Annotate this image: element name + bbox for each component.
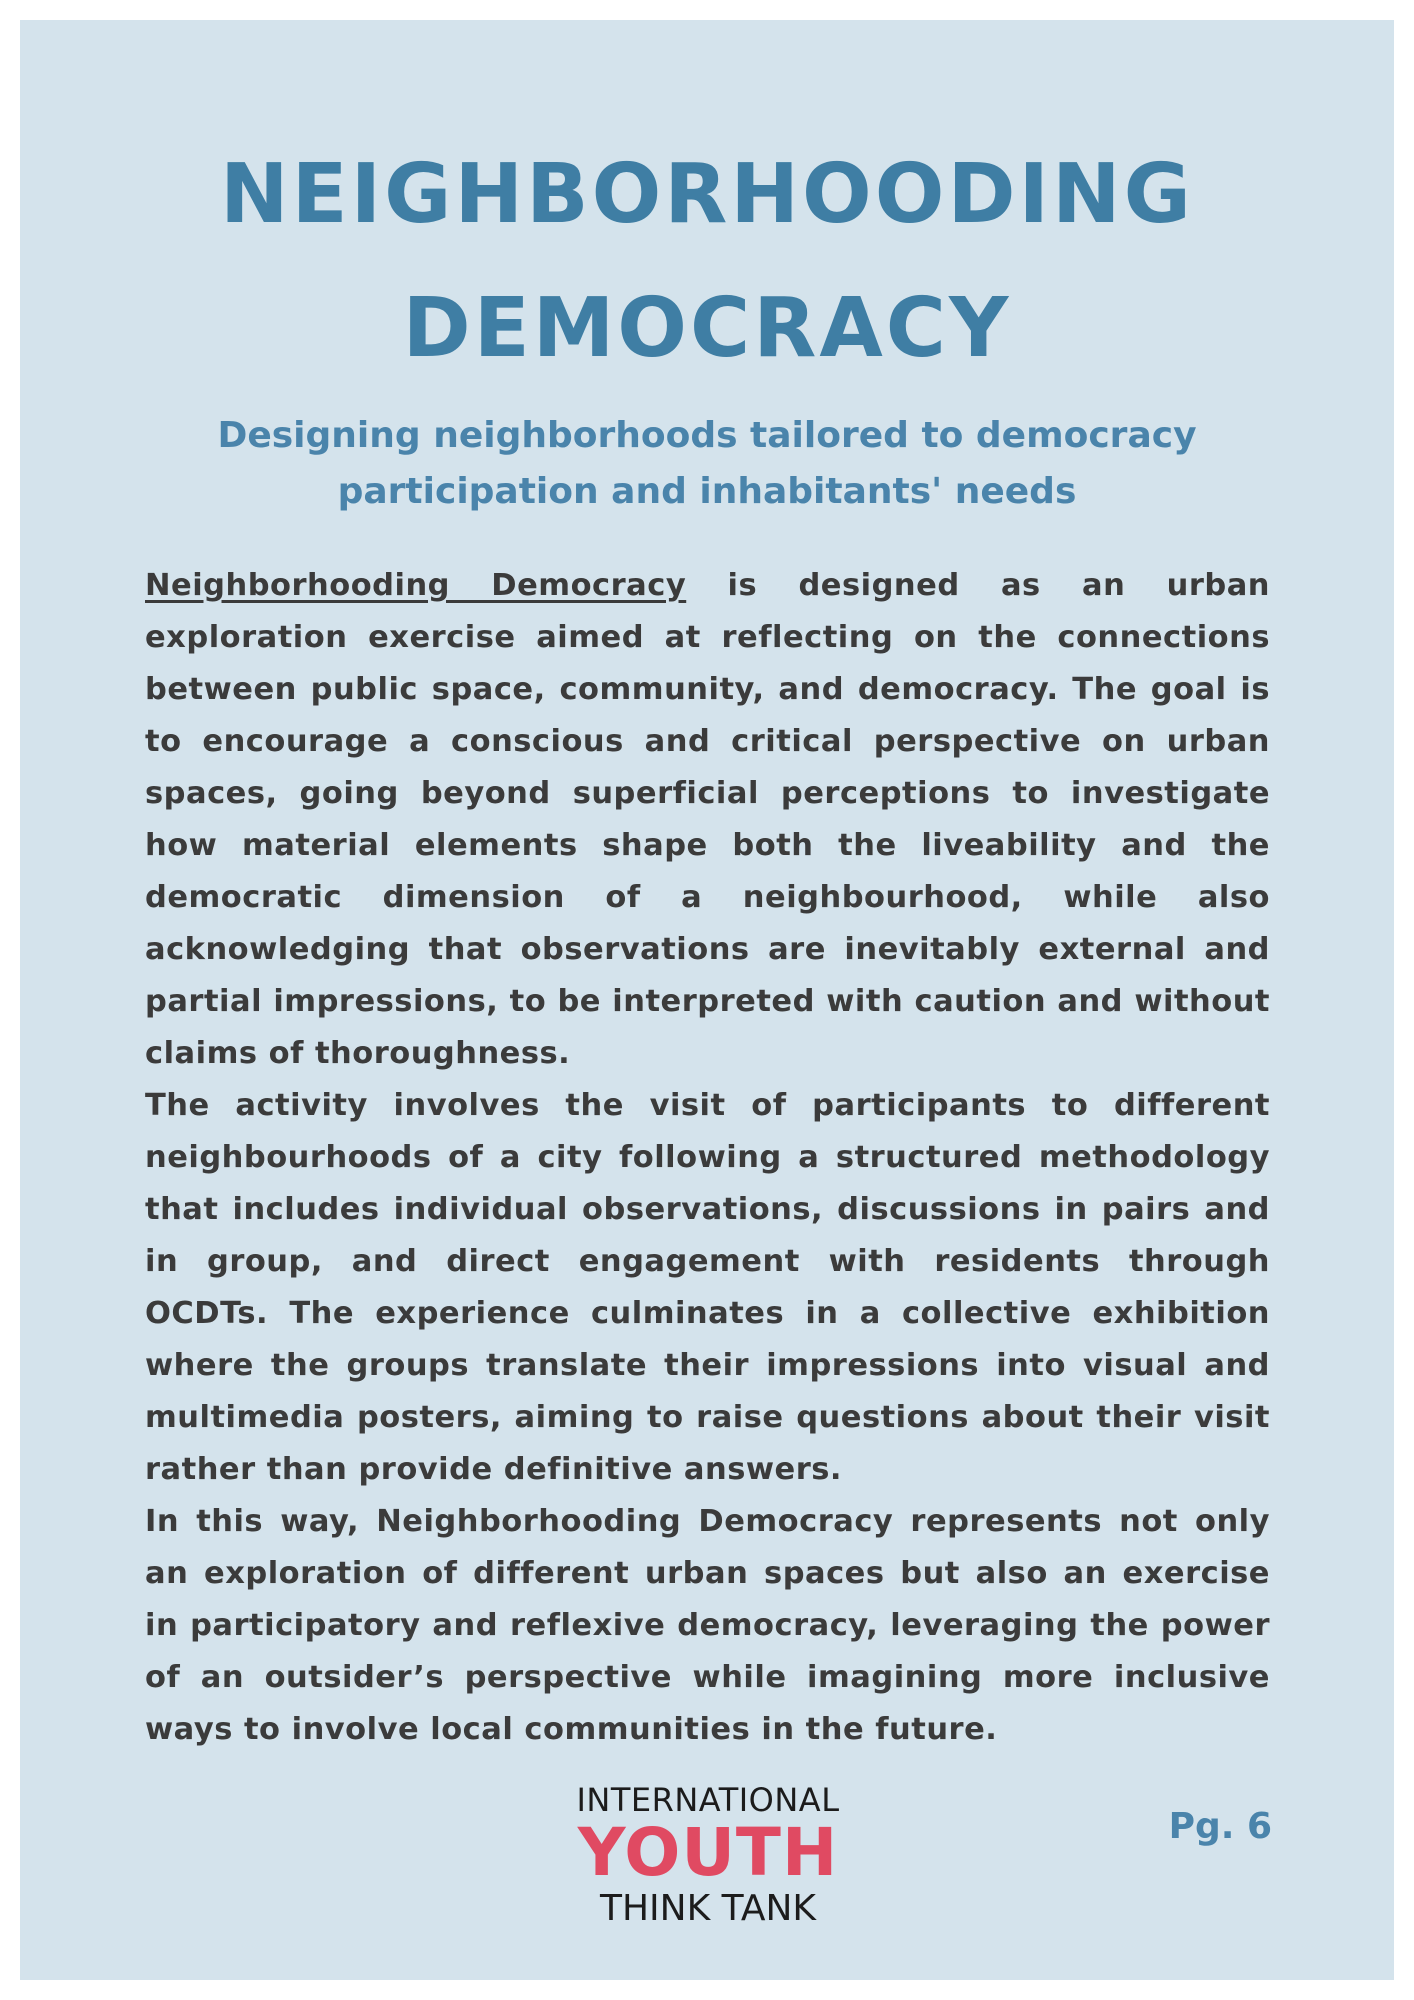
page-number: Pg. 6 [1168, 1806, 1272, 1847]
logo-line-youth: YOUTH [577, 1814, 839, 1891]
paragraph-3: In this way, Neighborhooding Democracy represents not only an exploration of different urban spaces but also an exercise in participatory and reflexive democracy, leveraging the power of an outsider’s perspective while imagining more inclusive ways to involve local communities in the future. [145, 1504, 1270, 1747]
page-title [0, 128, 1414, 396]
body-text [145, 560, 1270, 1756]
project-name-underlined: Neighborhooding Democracy [145, 568, 687, 603]
page-title-line-2: DEMOCRACY [402, 281, 1012, 376]
page-subtitle-line-2: participation and inhabitants' needs [337, 471, 1077, 512]
paragraph-2: The activity involves the visit of participants to different neighbourhoods of a city following a structured methodology that includes individual observations, discussions in pairs and in group, and direct engagement with residents through OCDTs. The experience culminates in a collective exhibition where the groups translate their impressions into visual and multimedia posters, aiming to raise questions about their visit rather than provide definitive answers. [145, 1088, 1270, 1487]
page-title-line-1: NEIGHBORHOODING [220, 147, 1194, 242]
page-subtitle-line-1: Designing neighborhoods tailored to democracy [217, 415, 1197, 456]
international-youth-think-tank-logo [568, 1782, 848, 1930]
paragraph-1 [145, 560, 1270, 1080]
logo-line-international: INTERNATIONAL [576, 1781, 840, 1819]
page-subtitle [150, 408, 1264, 520]
logo-line-think-tank: THINK TANK [599, 1888, 817, 1929]
paragraph-1-text: is designed as an urban exploration exercise aimed at reflecting on the connections between public space, community, and democracy. The goal is to encourage a conscious and critical perspective on urban spaces, going beyond superficial perceptions to investigate how material elements shape both the liveability and the democratic dimension of a neighbourhood, while also acknowledging that observations are inevitably external and partial impressions, to be interpreted with caution and without claims of thoroughness. [145, 568, 1270, 1071]
